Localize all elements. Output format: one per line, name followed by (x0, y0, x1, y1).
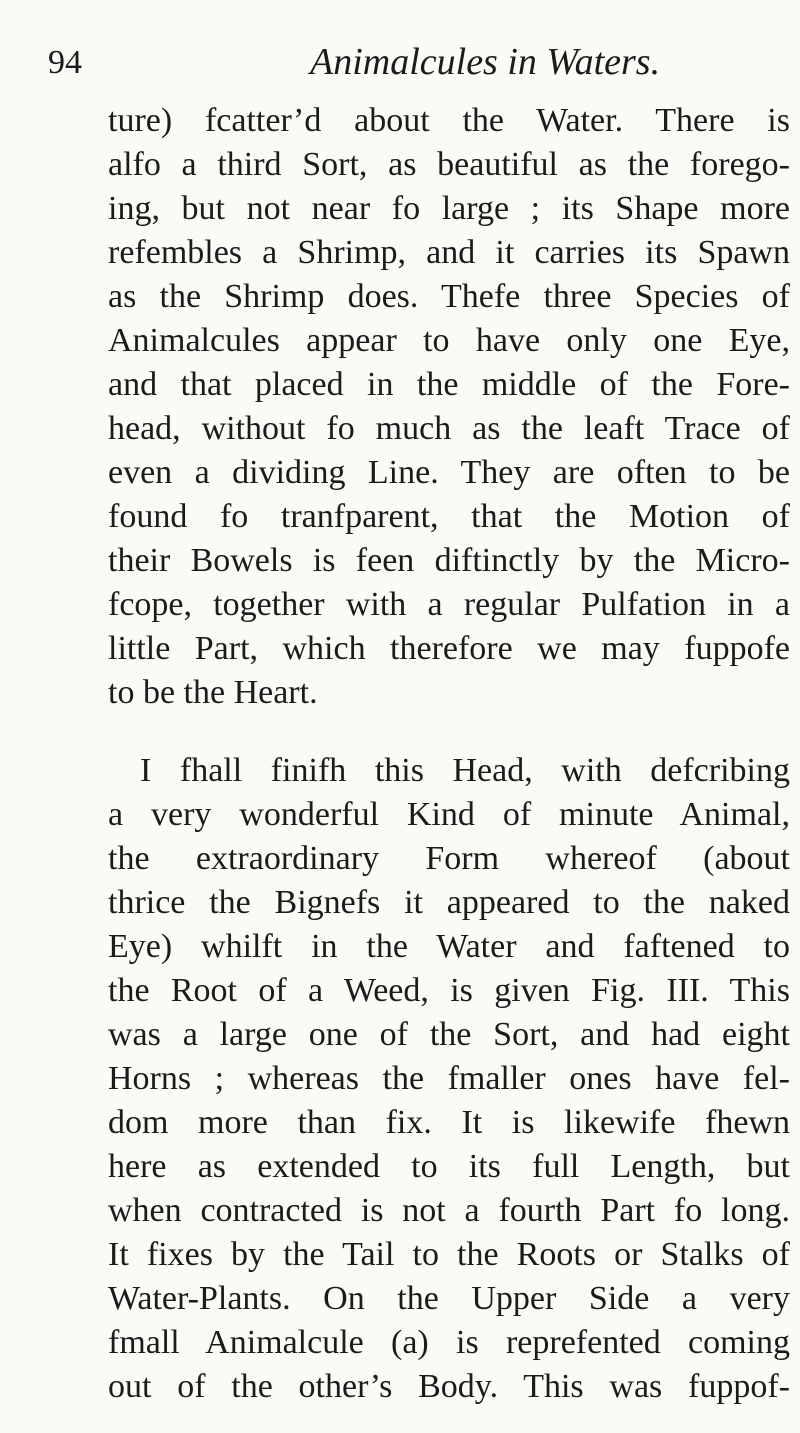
text-line: Eye) whilft in the Water and faftened to (108, 928, 790, 965)
page-header (0, 40, 800, 90)
text-line: little Part, which therefore we may fuppofe (108, 630, 790, 667)
text-line: out of the other’s Body. This was fuppof- (108, 1368, 790, 1405)
text-line: fmall Animalcule (a) is reprefented coming (108, 1324, 790, 1361)
text-line: Horns ; whereas the fmaller ones have fel- (108, 1060, 790, 1097)
text-line: Water-Plants. On the Upper Side a very (108, 1280, 790, 1317)
text-line: even a dividing Line. They are often to be (108, 454, 790, 491)
text-line: the extraordinary Form whereof (about (108, 840, 790, 877)
text-line: when contracted is not a fourth Part fo long. (108, 1192, 790, 1229)
text-line: dom more than fix. It is likewife fhewn (108, 1104, 790, 1141)
text-line: It fixes by the Tail to the Roots or Stalks of (108, 1236, 790, 1273)
text-line: alfo a third Sort, as beautiful as the forego- (108, 146, 790, 183)
text-line: to be the Heart. (108, 674, 318, 711)
text-line: refembles a Shrimp, and it carries its Spawn (108, 234, 790, 271)
text-line: ing, but not near fo large ; its Shape more (108, 190, 790, 227)
text-line: Animalcules appear to have only one Eye, (108, 322, 790, 359)
text-line: head, without fo much as the leaft Trace of (108, 410, 790, 447)
text-line: and that placed in the middle of the Fore- (108, 366, 790, 403)
text-line: ture) fcatter’d about the Water. There is (108, 102, 790, 139)
text-line: a very wonderful Kind of minute Animal, (108, 796, 790, 833)
text-line: was a large one of the Sort, and had eight (108, 1016, 790, 1053)
running-title: Animalcules in Waters. (310, 41, 661, 83)
text-line: the Root of a Weed, is given Fig. III. This (108, 972, 790, 1009)
text-line: fcope, together with a regular Pulfation in a (108, 586, 790, 623)
page-number: 94 (48, 44, 82, 81)
text-line: as the Shrimp does. Thefe three Species of (108, 278, 790, 315)
text-line: found fo tranfparent, that the Motion of (108, 498, 790, 535)
text-line: here as extended to its full Length, but (108, 1148, 790, 1185)
text-line: their Bowels is feen diftinctly by the Micro- (108, 542, 790, 579)
text-line: thrice the Bignefs it appeared to the naked (108, 884, 790, 921)
text-line: I fhall finifh this Head, with defcribing (140, 752, 790, 789)
